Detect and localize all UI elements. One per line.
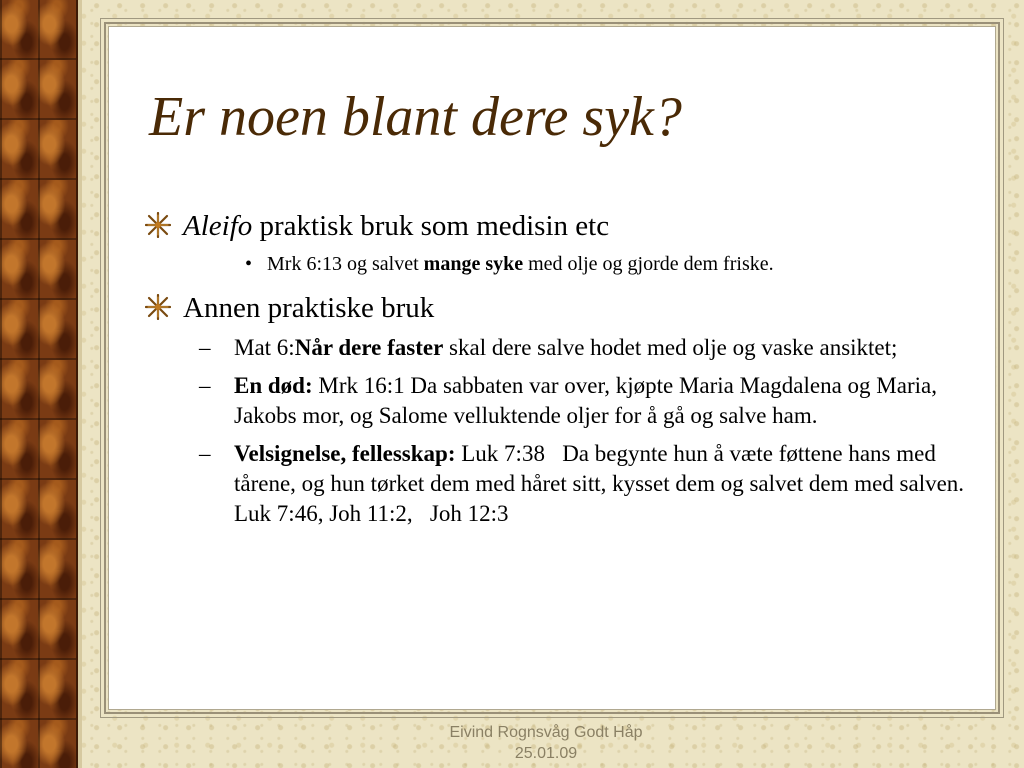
dash-item-text bbox=[234, 333, 989, 363]
dash-item-body: skal dere salve hodet med olje og vaske ansiktet; bbox=[443, 335, 898, 360]
star-burst-icon bbox=[145, 294, 171, 320]
dash-item-bold: En død: bbox=[234, 373, 313, 398]
dash-item-en-dod bbox=[199, 371, 993, 431]
sub-bullet-bold: mange syke bbox=[423, 253, 524, 275]
aleifo-description: praktisk bruk som medisin etc bbox=[252, 210, 610, 242]
decorative-side-strip bbox=[0, 0, 78, 768]
bullet-annen-praktiske-bruk bbox=[145, 291, 993, 325]
dash-item-text bbox=[234, 371, 989, 431]
dash-item-prefix: Mat 6: bbox=[234, 335, 295, 360]
dash-item-body: Luk 7:38 Da begynte hun å væte føttene hans med tårene, og hun tørket dem med håret sitt, kysset dem og salvet dem med salven. Luk 7:46, Joh 11:2, Joh 12:3 bbox=[234, 441, 970, 526]
slide-frame-inner bbox=[104, 22, 1000, 714]
dash-item-bold: Når dere faster bbox=[294, 335, 444, 360]
sub-bullet-prefix: Mrk 6:13 og salvet bbox=[267, 253, 424, 275]
star-burst-icon bbox=[145, 212, 171, 238]
bullet-aleifo bbox=[145, 209, 993, 243]
sub-bullet-text bbox=[267, 251, 774, 277]
slide-footer bbox=[346, 722, 746, 764]
dash-icon: – bbox=[199, 441, 211, 466]
slide-title: Er noen blant dere syk? bbox=[149, 86, 682, 148]
side-strip-edge bbox=[78, 0, 82, 768]
slide-frame bbox=[100, 18, 1004, 718]
slide-body bbox=[145, 209, 993, 537]
footer-date: 25.01.09 bbox=[514, 745, 578, 762]
bullet-aleifo-text bbox=[183, 209, 609, 243]
dash-item-bold: Velsignelse, fellesskap: bbox=[234, 441, 456, 466]
bullet-dot-icon: • bbox=[245, 253, 253, 275]
sub-bullet-suffix: med olje og gjorde dem friske. bbox=[523, 253, 774, 275]
dash-item-text bbox=[234, 439, 989, 529]
aleifo-term: Aleifo bbox=[183, 210, 253, 242]
dash-icon: – bbox=[199, 335, 211, 360]
sub-bullet-mrk-6-13 bbox=[245, 251, 993, 277]
slide-content-area bbox=[108, 26, 996, 710]
dash-item-mat-6 bbox=[199, 333, 993, 363]
dash-item-body: Mrk 16:1 Da sabbaten var over, kjøpte Maria Magdalena og Maria, Jakobs mor, og Salome velluktende oljer for å gå og salve ham. bbox=[234, 373, 937, 428]
dash-icon: – bbox=[199, 373, 211, 398]
bullet-annen-text: Annen praktiske bruk bbox=[183, 292, 435, 324]
footer-author: Eivind Rognsvåg Godt Håp bbox=[449, 724, 643, 741]
dash-item-velsignelse bbox=[199, 439, 993, 529]
